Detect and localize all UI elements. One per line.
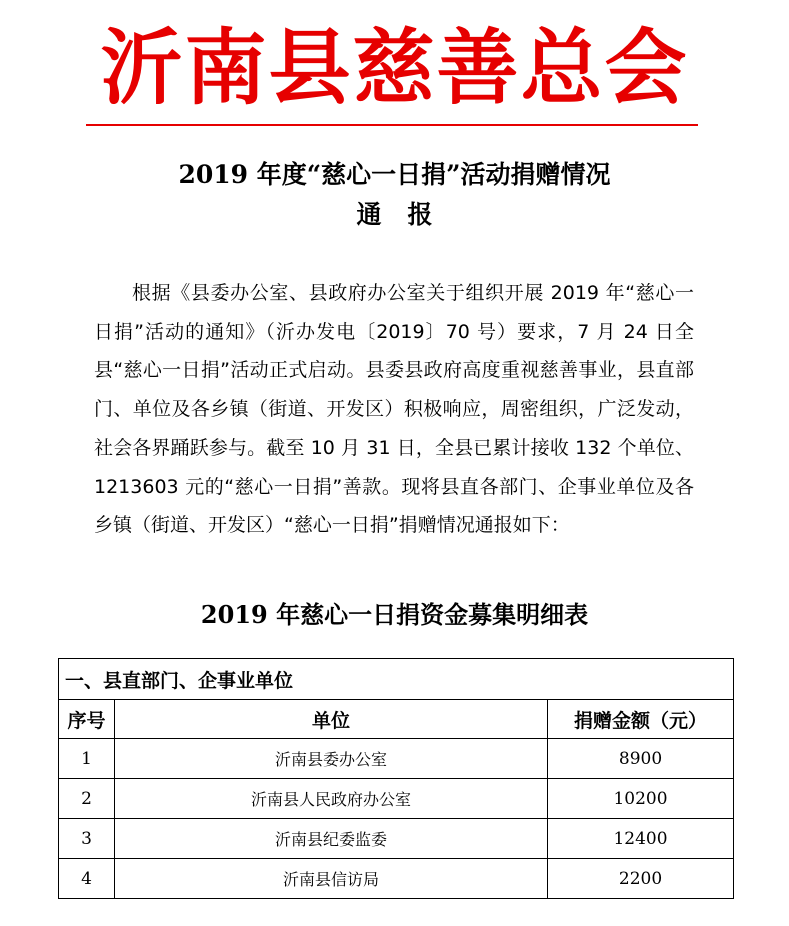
table-row — [59, 779, 734, 819]
row-unit: 沂南县人民政府办公室 — [115, 779, 548, 819]
document-subtitle: 通报 — [356, 200, 459, 229]
table-row — [59, 819, 734, 859]
column-header-index: 序号 — [59, 700, 115, 739]
column-header-amount: 捐赠金额（元） — [548, 700, 734, 739]
donation-table — [58, 658, 734, 899]
column-header-unit: 单位 — [115, 700, 548, 739]
row-unit: 沂南县委办公室 — [115, 739, 548, 779]
table-title: 2019 年慈心一日捐资金募集明细表 — [200, 600, 589, 629]
document-title: 2019 年度“慈心一日捐”活动捐赠情况 — [178, 160, 611, 189]
row-amount: 2200 — [548, 859, 734, 899]
row-index: 2 — [59, 779, 115, 819]
row-unit: 沂南县信访局 — [115, 859, 548, 899]
section-header-row — [59, 659, 734, 700]
row-amount: 10200 — [548, 779, 734, 819]
row-unit: 沂南县纪委监委 — [115, 819, 548, 859]
body-paragraph: 根据《县委办公室、县政府办公室关于组织开展 2019 年“慈心一日捐”活动的通知》（沂办发电〔2019〕70 号）要求，7 月 24 日全县“慈心一日捐”活动正式启动。县委县政府高度重视慈善事业，县直部门、单位及各乡镇（街道、开发区）积极响应，周密组织，广泛发动，社会各界踊跃参与。截至 10 月 31 日，全县已累计接收 132 个单位、1213603 元的“慈心一日捐”善款。现将县直各部门、企事业单位及各乡镇（街道、开发区）“慈心一日捐”捐赠情况通报如下： — [94, 282, 694, 537]
row-index: 3 — [59, 819, 115, 859]
red-divider-line — [86, 124, 698, 126]
column-header-row — [59, 700, 734, 739]
row-amount: 12400 — [548, 819, 734, 859]
table-row — [59, 859, 734, 899]
organization-title: 沂南县慈善总会 — [100, 20, 689, 116]
row-amount: 8900 — [548, 739, 734, 779]
row-index: 1 — [59, 739, 115, 779]
row-index: 4 — [59, 859, 115, 899]
section-label: 一、县直部门、企事业单位 — [59, 659, 734, 700]
table-row — [59, 739, 734, 779]
